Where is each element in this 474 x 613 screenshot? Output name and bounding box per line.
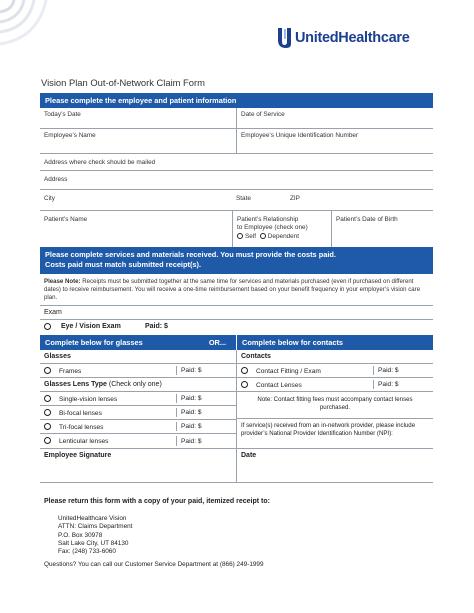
note-text: Receipts must be submitted together at the same time for services and materials purchased (even if purchased on different dates) to receive reimbursement. You will receive a one-time reimbursement based on your benefit frequency in your employer’s vision care plan. [44,278,421,301]
note-label: Please Note: [44,278,81,285]
contact-fitting-paid[interactable]: Paid: $ [373,366,429,375]
contact-fitting-radio[interactable] [241,367,248,374]
state-field[interactable] [232,190,286,210]
contact-lenses-paid[interactable]: Paid: $ [373,380,429,389]
patient-name-label: Patient’s Name [44,216,88,223]
form-title: Vision Plan Out-of-Network Claim Form [41,77,205,88]
todays-date-field[interactable] [40,108,236,128]
frames-paid[interactable]: Paid: $ [176,366,232,375]
contact-lenses-label: Contact Lenses [256,381,302,389]
lenticular-radio[interactable] [44,437,51,444]
city-field[interactable] [40,190,232,210]
patient-dob-field[interactable] [331,211,433,247]
contacts-label: Contacts [237,350,433,364]
glasses-heading: Complete below for glasses [45,338,143,348]
contacts-heading: Complete below for contacts [236,335,433,350]
dependent-label: Dependent [267,232,300,240]
date-of-service-field[interactable] [236,108,433,128]
mail-address-label: Address where check should be mailed [44,159,156,166]
dependent-radio[interactable] [260,233,266,239]
patient-name-field[interactable] [40,211,232,247]
services-heading-line1: Please complete services and materials received. You must provide the costs paid. [45,250,336,259]
relationship-field [232,211,331,247]
frames-row [40,364,236,378]
glasses-column [40,350,236,448]
employee-id-field[interactable] [236,129,433,153]
contact-lenses-row [237,378,433,392]
mail-address-label-row [40,154,433,171]
patient-dob-label: Patient’s Date of Birth [336,216,398,223]
glasses-label: Glasses [40,350,236,364]
employee-name-label: Employee’s Name [44,132,96,139]
exam-paid-label[interactable]: Paid: $ [145,323,168,331]
trifocal-radio[interactable] [44,423,51,430]
lens-row-lenticular [40,434,236,448]
brand-logo [276,27,409,49]
lenticular-label: Lenticular lenses [59,438,109,446]
bifocal-paid[interactable]: Paid: $ [176,408,232,417]
row-patient [40,211,433,247]
address-line: Salt Lake City, UT 84130 [58,539,129,547]
or-label: OR... [208,338,227,348]
lens-row-single [40,392,236,406]
lens-type-label: Glasses Lens Type [44,381,107,389]
contact-note: Note: Contact fitting fees must accompany contact lenses purchased. [237,392,433,419]
contacts-column [236,350,433,448]
section-employee-heading: Please complete the employee and patient information [40,93,433,108]
address-line: UnitedHealthcare Vision [58,515,127,522]
fax-line: Fax: (248) 733-6060 [58,548,116,556]
frames-label: Frames [59,367,82,375]
exam-item-label: Eye / Vision Exam [61,323,121,331]
contact-fitting-label: Contact Fitting / Exam [256,367,321,375]
relationship-hint: (check one) [274,224,308,232]
row-employee [40,129,433,154]
mailing-address [58,515,132,556]
receipts-note [40,274,433,305]
city-label: City [44,195,56,202]
single-vision-radio[interactable] [44,395,51,402]
row-city-state-zip [40,190,433,211]
glasses-contacts-heading [40,335,433,350]
employee-name-field[interactable] [40,129,236,153]
single-vision-paid[interactable]: Paid: $ [176,394,232,403]
return-instructions: Please return this form with a copy of your paid, itemized receipt to: [44,498,270,505]
contact-lenses-radio[interactable] [241,381,248,388]
signature-row [40,449,433,483]
provider-npi-field[interactable]: If service(s) received from an in-network provider, please include provider’s National Provider Identification Number (NPI): [241,422,416,437]
row-dates [40,108,433,129]
frames-radio[interactable] [44,367,51,374]
questions-line: Questions? You can call our Customer Service Department at (866) 249-1999 [44,561,264,568]
self-radio[interactable] [237,233,243,239]
bifocal-radio[interactable] [44,409,51,416]
corner-decoration [0,0,60,60]
services-heading-line2: Costs paid must match submitted receipt(s). [45,260,202,269]
lens-row-bifocal [40,406,236,420]
date-of-service-label: Date of Service [241,111,285,118]
state-label: State [236,195,251,202]
uhc-u-icon [276,27,292,49]
glasses-heading-cell [40,335,236,350]
lens-type-row [40,378,236,392]
zip-field[interactable] [286,190,433,210]
single-vision-label: Single-vision lenses [59,395,118,403]
glasses-contacts-grid [40,350,433,449]
address-line: ATTN: Claims Department [58,523,133,531]
lens-type-hint: (Check only one) [108,381,162,389]
employee-signature-field[interactable]: Employee Signature [44,452,112,460]
contact-fitting-row [237,364,433,378]
lens-row-trifocal [40,420,236,434]
trifocal-label: Tri-focal lenses [59,423,104,431]
employee-id-label: Employee’s Unique Identification Number [241,132,359,139]
relationship-label-1: Patient’s Relationship [237,216,299,223]
exam-row [40,320,433,335]
exam-heading: Exam [40,305,433,320]
signature-date-field[interactable]: Date [236,449,433,482]
claim-form [40,93,433,483]
bifocal-label: Bi-focal lenses [59,409,102,417]
relationship-label-2: to Employee [237,224,273,232]
address-line: P.O. Box 30978 [58,531,103,539]
self-label: Self [245,232,257,240]
trifocal-paid[interactable]: Paid: $ [176,422,232,431]
address-label: Address [44,176,68,183]
lenticular-paid[interactable]: Paid: $ [176,436,232,446]
exam-radio[interactable] [44,323,51,330]
address-field[interactable] [40,171,433,190]
brand-name: UnitedHealthcare [295,30,410,46]
todays-date-label: Today’s Date [44,111,81,118]
section-services-heading [40,247,433,274]
zip-label: ZIP [290,195,300,202]
